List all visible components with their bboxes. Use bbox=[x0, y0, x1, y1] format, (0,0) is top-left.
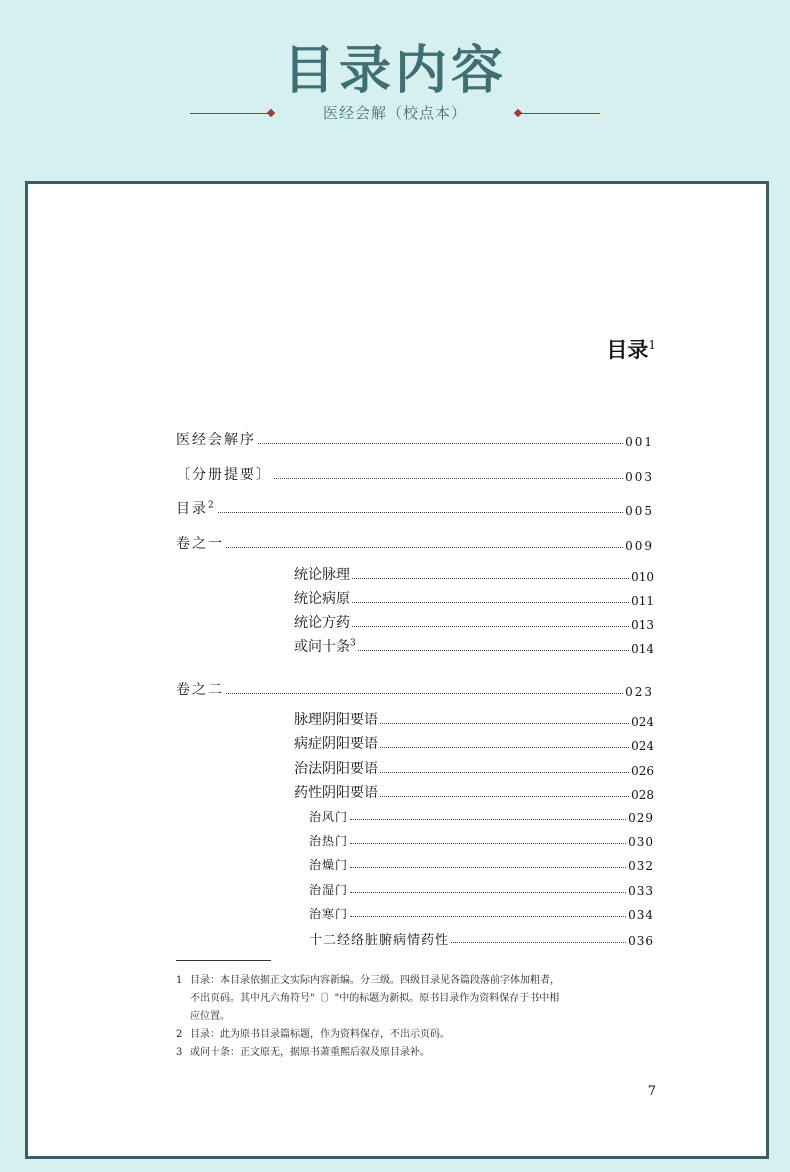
right-rule bbox=[518, 113, 600, 114]
toc-entry[interactable]: 脉理阴阳要语 024 bbox=[294, 712, 654, 729]
footnote: 3 或问十条：正文原无，据原书萧重熙后叙及原目录补。 bbox=[176, 1047, 430, 1058]
banner-subtitle: 医经会解（校点本） bbox=[322, 104, 467, 122]
toc-entry[interactable]: 治寒门 034 bbox=[309, 907, 654, 922]
toc-entry[interactable]: 〔分册提要〕 003 bbox=[176, 467, 654, 484]
toc-entry[interactable]: 医经会解序 001 bbox=[176, 432, 654, 449]
banner-title: 目录内容 bbox=[282, 41, 507, 101]
footnote-rule bbox=[176, 960, 271, 961]
toc-entry[interactable]: 卷之二 023 bbox=[176, 682, 654, 699]
toc-entry[interactable]: 药性阴阳要语 028 bbox=[294, 785, 654, 802]
toc-entry[interactable]: 统论方药 013 bbox=[294, 615, 654, 632]
toc-entry[interactable]: 治法阴阳要语 026 bbox=[294, 761, 654, 778]
toc-entry[interactable]: 或问十条$^3$ 014 bbox=[294, 638, 654, 656]
page-number: 7 bbox=[647, 1084, 656, 1099]
toc-entry[interactable]: 统论脉理 010 bbox=[294, 567, 654, 584]
toc-entry[interactable]: 目录$^2$ 005 bbox=[176, 500, 654, 518]
toc-entry[interactable]: 十二经络脏腑病情药性 036 bbox=[309, 933, 654, 948]
toc-entry[interactable]: 治湿门 033 bbox=[309, 883, 654, 898]
toc-entry[interactable]: 治燥门 032 bbox=[309, 858, 654, 873]
toc-entry[interactable]: 统论病原 011 bbox=[294, 591, 654, 608]
page-heading: 目录$^1$ bbox=[606, 337, 656, 362]
subtitle-row bbox=[0, 100, 790, 126]
footnote: 1 目录：本目录依据正文实际内容新编。分三级。四级目录见各篇段落前字体加粗者， 不出页码。其中凡六角符号"〔〕"中的标题为新拟。原书目录作为资料保存于书中相 应位置。 bbox=[176, 975, 560, 1022]
toc-entry[interactable]: 卷之一 009 bbox=[176, 536, 654, 553]
book-page bbox=[25, 181, 769, 1159]
toc-entry[interactable]: 病症阴阳要语 024 bbox=[294, 736, 654, 753]
footnote: 2 目录：此为原书目录篇标题，作为资料保存，不出示页码。 bbox=[176, 1029, 450, 1040]
toc-entry[interactable]: 治风门 029 bbox=[309, 810, 654, 825]
toc-entry[interactable]: 治热门 030 bbox=[309, 834, 654, 849]
